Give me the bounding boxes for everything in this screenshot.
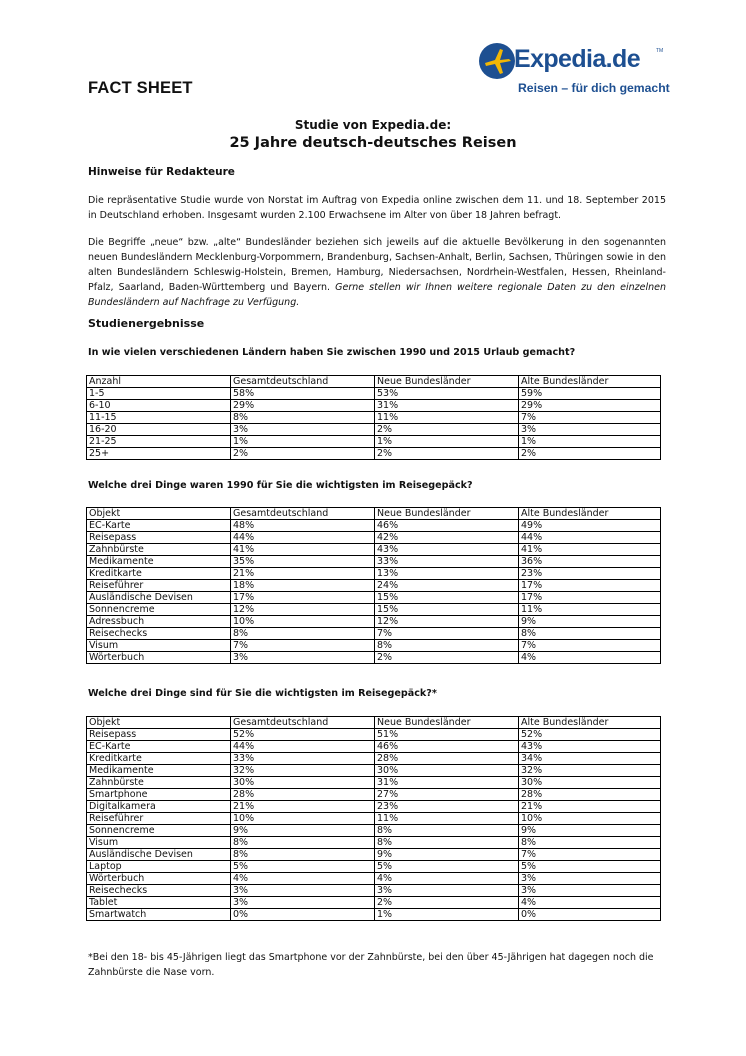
table-row (87, 897, 661, 909)
table-cell: 8% (231, 412, 375, 424)
table-cell: 53% (375, 388, 519, 400)
table-cell: Ausländische Devisen (87, 849, 231, 861)
table-cell: 12% (375, 616, 519, 628)
table-row (87, 568, 661, 580)
table-header-cell: Alte Bundesländer (519, 717, 661, 729)
table-cell: 1% (375, 909, 519, 921)
table-cell: 32% (231, 765, 375, 777)
table-row (87, 520, 661, 532)
table-cell: 8% (231, 849, 375, 861)
table-cell: Reisechecks (87, 885, 231, 897)
table-cell: 3% (519, 424, 661, 436)
table-cell: 7% (519, 640, 661, 652)
table-header-cell: Gesamtdeutschland (231, 508, 375, 520)
table-cell: Reisepass (87, 729, 231, 741)
table-cell: 1% (375, 436, 519, 448)
table-cell: 46% (375, 520, 519, 532)
table-cell: 27% (375, 789, 519, 801)
table-row (87, 652, 661, 664)
table-cell: 43% (375, 544, 519, 556)
table-cell: 32% (519, 765, 661, 777)
table-row (87, 909, 661, 921)
table-cell: 9% (375, 849, 519, 861)
table-cell: Sonnencreme (87, 604, 231, 616)
table-cell: 49% (519, 520, 661, 532)
table-header-cell: Objekt (87, 717, 231, 729)
table-cell: 4% (519, 897, 661, 909)
table-luggage-1990 (86, 507, 661, 664)
table-header-cell: Gesamtdeutschland (231, 717, 375, 729)
table-header-cell: Objekt (87, 508, 231, 520)
table-cell: 21-25 (87, 436, 231, 448)
table-cell: 25+ (87, 448, 231, 460)
table-row (87, 580, 661, 592)
table-header-row (87, 717, 661, 729)
table-cell: Visum (87, 837, 231, 849)
table-row (87, 616, 661, 628)
table-cell: 3% (231, 652, 375, 664)
table-cell: 15% (375, 604, 519, 616)
table-cell: 8% (375, 640, 519, 652)
table-cell: Zahnbürste (87, 777, 231, 789)
table-cell: 48% (231, 520, 375, 532)
table-countries-visited (86, 375, 661, 460)
notes-paragraph-1: Die repräsentative Studie wurde von Norstat im Auftrag von Expedia online zwischen dem 11. und 18. September 2015 in Deutschland erhoben. Insgesamt wurden 2.100 Erwachsene im Alter von über 18 Jahren befragt. (88, 195, 666, 221)
logo-trademark: TM (656, 48, 664, 54)
table-cell: 51% (375, 729, 519, 741)
table-cell: 44% (231, 532, 375, 544)
table-cell: 8% (375, 825, 519, 837)
table-cell: 9% (519, 825, 661, 837)
table-cell: 29% (231, 400, 375, 412)
table-cell: Reisechecks (87, 628, 231, 640)
table-cell: Tablet (87, 897, 231, 909)
table-cell: 4% (519, 652, 661, 664)
table-cell: 3% (231, 897, 375, 909)
notes-heading: Hinweise für Redakteure (88, 166, 235, 178)
table-cell: 5% (231, 861, 375, 873)
table-cell: 28% (519, 789, 661, 801)
table-luggage-today (86, 716, 661, 921)
table-cell: 1% (231, 436, 375, 448)
table-cell: 12% (231, 604, 375, 616)
table-cell: 4% (231, 873, 375, 885)
table-row (87, 532, 661, 544)
table-row (87, 741, 661, 753)
table-cell: 11% (375, 412, 519, 424)
table-row (87, 801, 661, 813)
table-cell: 59% (519, 388, 661, 400)
table-cell: Ausländische Devisen (87, 592, 231, 604)
table-row (87, 424, 661, 436)
table-row (87, 436, 661, 448)
table-row (87, 825, 661, 837)
table-row (87, 604, 661, 616)
table-cell: 21% (231, 801, 375, 813)
footnote: *Bei den 18- bis 45-Jährigen liegt das Smartphone vor der Zahnbürste, bei den über 45-Jährigen hat dagegen noch die Zahnbürste die Nase vorn. (88, 952, 654, 978)
table-cell: Digitalkamera (87, 801, 231, 813)
table-cell: Reiseführer (87, 813, 231, 825)
table-cell: 13% (375, 568, 519, 580)
table-cell: 23% (519, 568, 661, 580)
table-header-cell: Anzahl (87, 376, 231, 388)
table-cell: Medikamente (87, 556, 231, 568)
table-cell: 5% (519, 861, 661, 873)
table-cell: 30% (519, 777, 661, 789)
table-cell: 10% (231, 813, 375, 825)
table-cell: 1% (519, 436, 661, 448)
table-header-cell: Alte Bundesländer (519, 376, 661, 388)
table-header-cell: Gesamtdeutschland (231, 376, 375, 388)
table-cell: 1-5 (87, 388, 231, 400)
table-cell: 21% (231, 568, 375, 580)
logo-wordmark: Expedia.de (514, 45, 640, 73)
table-cell: 8% (231, 837, 375, 849)
table-cell: 34% (519, 753, 661, 765)
table-cell: 58% (231, 388, 375, 400)
results-heading: Studienergebnisse (88, 317, 205, 330)
table-cell: 43% (519, 741, 661, 753)
table-cell: 2% (231, 448, 375, 460)
table-cell: 7% (519, 849, 661, 861)
table-cell: 3% (519, 885, 661, 897)
table-cell: Reisepass (87, 532, 231, 544)
table-cell: 17% (231, 592, 375, 604)
table-cell: 28% (375, 753, 519, 765)
table-cell: 24% (375, 580, 519, 592)
table-cell: 44% (519, 532, 661, 544)
table-row (87, 765, 661, 777)
table-cell: 4% (375, 873, 519, 885)
table-cell: 2% (519, 448, 661, 460)
table-cell: 0% (231, 909, 375, 921)
study-label: Studie von Expedia.de: (294, 118, 452, 132)
table-header-cell: Neue Bundesländer (375, 717, 519, 729)
table-cell: 8% (519, 837, 661, 849)
table-cell: 35% (231, 556, 375, 568)
table-cell: EC-Karte (87, 741, 231, 753)
table-cell: 33% (375, 556, 519, 568)
table-cell: 29% (519, 400, 661, 412)
table-cell: 3% (231, 885, 375, 897)
table-cell: 2% (375, 424, 519, 436)
table-cell: EC-Karte (87, 520, 231, 532)
expedia-logo (478, 42, 668, 100)
table-cell: 36% (519, 556, 661, 568)
table-row (87, 448, 661, 460)
table-header-cell: Neue Bundesländer (375, 508, 519, 520)
table-row (87, 729, 661, 741)
table-header-cell: Alte Bundesländer (519, 508, 661, 520)
table-cell: 17% (519, 580, 661, 592)
table-row (87, 813, 661, 825)
table-cell: 7% (375, 628, 519, 640)
table-cell: 3% (519, 873, 661, 885)
table-cell: Smartphone (87, 789, 231, 801)
table-header-row (87, 508, 661, 520)
table-cell: 11% (519, 604, 661, 616)
table-cell: 46% (375, 741, 519, 753)
table-cell: 8% (231, 628, 375, 640)
table-cell: 3% (375, 885, 519, 897)
study-title: 25 Jahre deutsch-deutsches Reisen (229, 135, 517, 151)
table-row (87, 628, 661, 640)
table-header-cell: Neue Bundesländer (375, 376, 519, 388)
table-cell: 3% (231, 424, 375, 436)
table-cell: Laptop (87, 861, 231, 873)
table-row (87, 556, 661, 568)
table-cell: 21% (519, 801, 661, 813)
table-cell: 28% (231, 789, 375, 801)
table-cell: 16-20 (87, 424, 231, 436)
table-cell: 17% (519, 592, 661, 604)
table-row (87, 789, 661, 801)
table-row (87, 400, 661, 412)
table-row (87, 640, 661, 652)
table3-question: Welche drei Dinge sind für Sie die wichtigsten im Reisegepäck?* (88, 688, 437, 699)
table-row (87, 388, 661, 400)
table-cell: 11-15 (87, 412, 231, 424)
notes-paragraph-2-text: Die Begriffe „neue“ bzw. „alte“ Bundesländer beziehen sich jeweils auf die aktuelle Bevölkerung in den sogenannten neuen Bundesländern Mecklenburg-Vorpommern, Brandenburg, Sachsen-Anhalt, Berlin, Sachsen, Thüringen sowie in den alten Bundesländern Schleswig-Holstein, Bremen, Hamburg, Niedersachsen, Nordrhein-Westfalen, Hessen, Rheinland-Pfalz, Saarland, Baden-Württemberg und Bayern. (88, 237, 666, 293)
table-cell: 2% (375, 897, 519, 909)
table-cell: 8% (375, 837, 519, 849)
table-cell: Kreditkarte (87, 568, 231, 580)
table-cell: 2% (375, 652, 519, 664)
table-cell: 2% (375, 448, 519, 460)
table-row (87, 592, 661, 604)
table-row (87, 544, 661, 556)
table-row (87, 873, 661, 885)
table-cell: 52% (231, 729, 375, 741)
table-cell: 0% (519, 909, 661, 921)
table-row (87, 753, 661, 765)
logo-tagline: Reisen – für dich gemacht (518, 81, 670, 95)
table-cell: 7% (231, 640, 375, 652)
table-cell: 23% (375, 801, 519, 813)
table-cell: 52% (519, 729, 661, 741)
table-cell: Smartwatch (87, 909, 231, 921)
table-cell: 41% (519, 544, 661, 556)
table-cell: 44% (231, 741, 375, 753)
table-row (87, 837, 661, 849)
notes-paragraph-2-italic: Gerne stellen wir Ihnen weitere regionale Daten zu den einzelnen Bundesländern auf Nachfrage zu Verfügung. (88, 282, 666, 308)
table-cell: 10% (519, 813, 661, 825)
table-cell: Medikamente (87, 765, 231, 777)
table-cell: Wörterbuch (87, 873, 231, 885)
table-header-row (87, 376, 661, 388)
table-cell: 31% (375, 777, 519, 789)
table-cell: Adressbuch (87, 616, 231, 628)
table1-question: In wie vielen verschiedenen Ländern haben Sie zwischen 1990 und 2015 Urlaub gemacht? (88, 347, 576, 358)
table-cell: Wörterbuch (87, 652, 231, 664)
table-row (87, 861, 661, 873)
table-cell: Reiseführer (87, 580, 231, 592)
table-cell: 9% (519, 616, 661, 628)
table-cell: 11% (375, 813, 519, 825)
airplane-globe-icon (478, 42, 516, 80)
table-cell: Zahnbürste (87, 544, 231, 556)
table-row (87, 412, 661, 424)
table-cell: Sonnencreme (87, 825, 231, 837)
table-cell: 15% (375, 592, 519, 604)
table-cell: 33% (231, 753, 375, 765)
table-cell: Kreditkarte (87, 753, 231, 765)
table-cell: 5% (375, 861, 519, 873)
table-row (87, 777, 661, 789)
table-cell: 9% (231, 825, 375, 837)
table-cell: 41% (231, 544, 375, 556)
table-row (87, 849, 661, 861)
table-row (87, 885, 661, 897)
table-cell: 42% (375, 532, 519, 544)
table-cell: Visum (87, 640, 231, 652)
page-title: FACT SHEET (88, 79, 193, 97)
table-cell: 31% (375, 400, 519, 412)
table-cell: 30% (375, 765, 519, 777)
table-cell: 6-10 (87, 400, 231, 412)
table-cell: 8% (519, 628, 661, 640)
table-cell: 7% (519, 412, 661, 424)
table-cell: 30% (231, 777, 375, 789)
table-cell: 10% (231, 616, 375, 628)
table2-question: Welche drei Dinge waren 1990 für Sie die wichtigsten im Reisegepäck? (88, 480, 473, 491)
notes-paragraph-2 (88, 235, 666, 310)
table-cell: 18% (231, 580, 375, 592)
